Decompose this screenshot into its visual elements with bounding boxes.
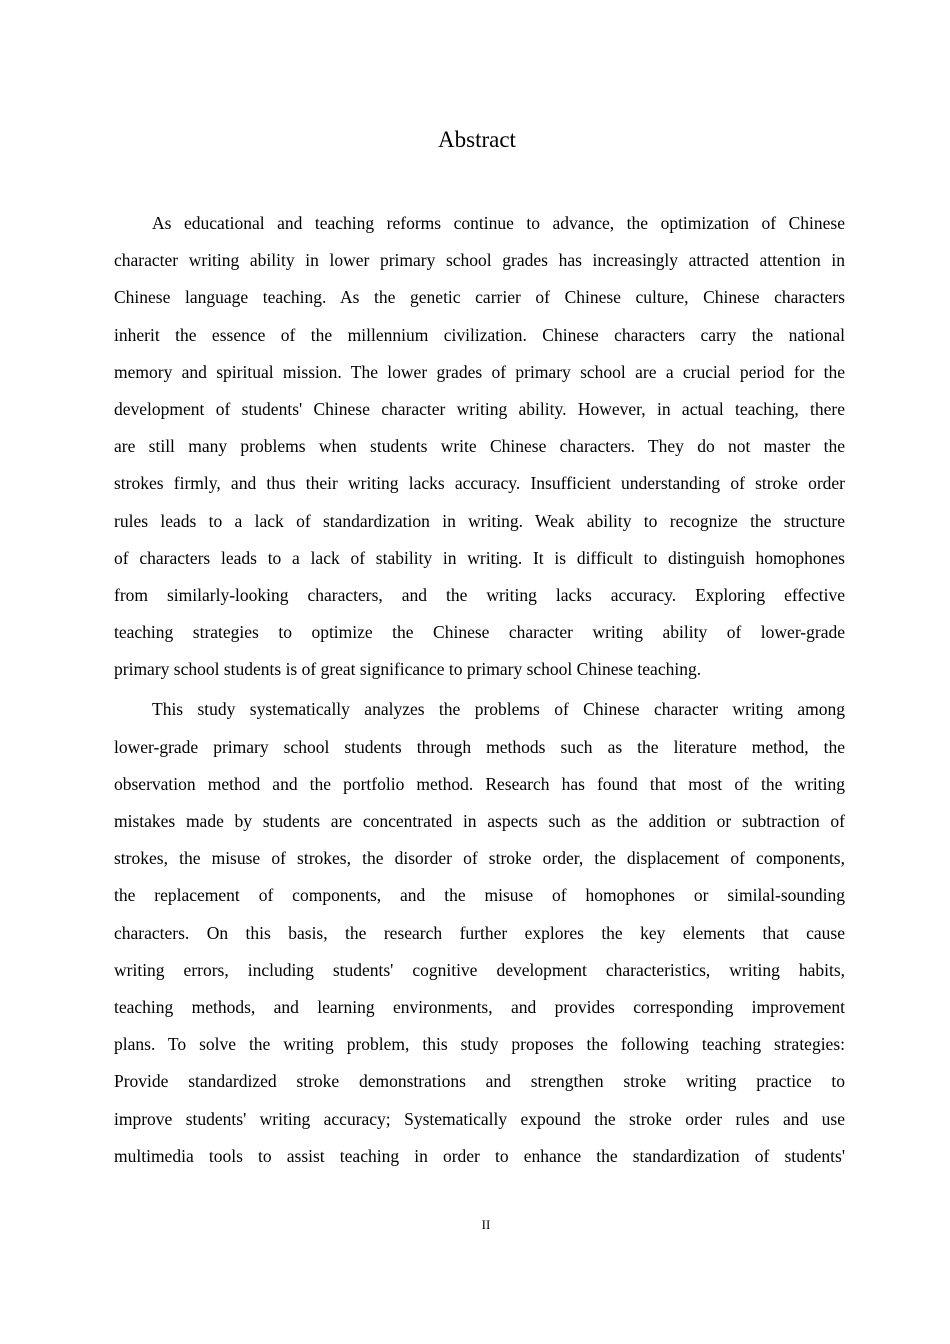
text-line: mistakes made by students are concentrated in aspects such as the addition or subtraction of (114, 811, 845, 831)
page-number: II (481, 1217, 491, 1232)
text-line: rules leads to a lack of standardization in writing. Weak ability to recognize the structure (114, 510, 845, 531)
text-line: As educational and teaching reforms continue to advance, the optimization of Chinese (152, 213, 845, 233)
text-line: inherit the essence of the millennium civilization. Chinese characters carry the national (114, 324, 845, 345)
text-line: lower-grade primary school students through methods such as the literature method, the (114, 736, 845, 757)
paragraph-1 (114, 205, 845, 688)
text-line: teaching strategies to optimize the Chinese character writing ability of lower-grade (114, 622, 845, 643)
page-title: Abstract (438, 127, 516, 152)
abstract-body (114, 205, 845, 1175)
text-line: writing errors, including students' cognitive development characteristics, writing habits, (114, 959, 845, 980)
text-line: from similarly-looking characters, and the writing lacks accuracy. Exploring effective (114, 584, 845, 605)
text-line: characters. On this basis, the research further explores the key elements that cause (114, 922, 845, 943)
text-line: primary school students is of great significance to primary school Chinese teaching. (114, 659, 702, 680)
text-line: of characters leads to a lack of stability in writing. It is difficult to distinguish homophones (114, 547, 845, 568)
text-line: memory and spiritual mission. The lower grades of primary school are a crucial period for the (114, 361, 845, 382)
text-line: the replacement of components, and the misuse of homophones or similal-sounding (114, 885, 845, 906)
text-line: strokes, the misuse of strokes, the disorder of stroke order, the displacement of components, (114, 848, 845, 869)
text-line: observation method and the portfolio method. Research has found that most of the writing (114, 773, 845, 794)
text-line: character writing ability in lower primary school grades has increasingly attracted attention in (114, 250, 845, 271)
paragraph-2 (114, 691, 845, 1174)
text-line: This study systematically analyzes the problems of Chinese character writing among (152, 699, 845, 720)
text-line: strokes firmly, and thus their writing lacks accuracy. Insufficient understanding of stroke order (114, 473, 845, 494)
text-line: teaching methods, and learning environments, and provides corresponding improvement (114, 996, 845, 1017)
text-line: plans. To solve the writing problem, this study proposes the following teaching strategies: (114, 1034, 845, 1055)
text-line: Chinese language teaching. As the genetic carrier of Chinese culture, Chinese characters (114, 287, 845, 308)
text-line: are still many problems when students write Chinese characters. They do not master the (114, 436, 845, 457)
text-line: Provide standardized stroke demonstrations and strengthen stroke writing practice to (114, 1071, 845, 1092)
text-line: improve students' writing accuracy; Systematically expound the stroke order rules and use (114, 1108, 845, 1129)
text-line: multimedia tools to assist teaching in order to enhance the standardization of students' (114, 1145, 845, 1166)
text-line: development of students' Chinese character writing ability. However, in actual teaching, there (114, 398, 845, 419)
